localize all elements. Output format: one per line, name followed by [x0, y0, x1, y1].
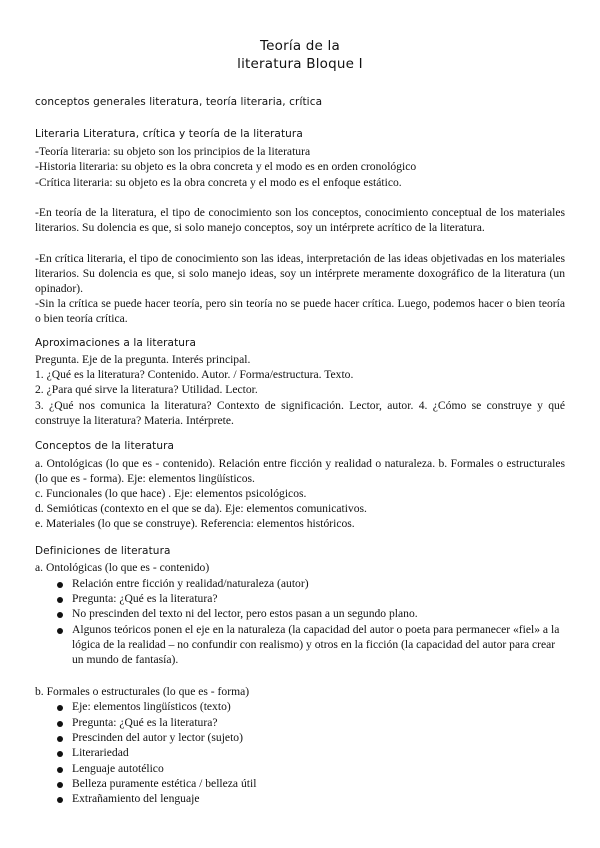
aprox-line-2: 2. ¿Para qué sirve la literatura? Utilidad. Lector. — [35, 383, 258, 396]
bullet-dot — [57, 582, 63, 588]
paragraph-sin-critica: -Sin la crítica se puede hacer teoría, pero sin teoría no se puede hacer crítica. Luego, podemos hacer o bien teoría o bien teoría crítica. — [35, 297, 565, 326]
bullet-dot — [57, 767, 63, 773]
bullet-dot — [57, 628, 63, 634]
def-b-item: Pregunta: ¿Qué es la literatura? — [72, 716, 218, 729]
def-b-title: b. Formales o estructurales (lo que es - forma) — [35, 685, 250, 698]
def-critica-literaria: -Crítica literaria: su objeto es la obra concreta y el modo es el enfoque estático. — [35, 176, 402, 189]
conceptos-paragraph-a-b: a. Ontológicas (lo que es - contenido). Relación entre ficción y realidad o naturaleza. b. Formales o estructurales (lo que es - forma). Eje: elementos lingüísticos. — [35, 457, 565, 486]
bullet-dot — [57, 612, 63, 618]
bullet-dot — [57, 736, 63, 742]
bullet-dot — [57, 751, 63, 757]
bullet-dot — [57, 782, 63, 788]
heading-definiciones: Definiciones de literatura — [35, 545, 171, 557]
def-a-item: Relación entre ficción y realidad/naturaleza (autor) — [72, 577, 309, 590]
heading-aproximaciones: Aproximaciones a la literatura — [35, 337, 197, 349]
heading-literaria: Literaria Literatura, crítica y teoría de la literatura — [35, 128, 303, 140]
heading-conceptos-generales: conceptos generales literatura, teoría literaria, crítica — [35, 96, 323, 108]
conceptos-line-c: c. Funcionales (lo que hace) . Eje: elementos psicológicos. — [35, 487, 307, 500]
def-a-title: a. Ontológicas (lo que es - contenido) — [35, 561, 210, 574]
doc-title-line-1: Teoría de la — [260, 38, 340, 54]
bullet-dot — [57, 705, 63, 711]
def-b-item: Lenguaje autotélico — [72, 762, 164, 775]
conceptos-line-d: d. Semióticas (contexto en el que se da). Eje: elementos comunicativos. — [35, 502, 367, 515]
paragraph-teoria: -En teoría de la literatura, el tipo de conocimiento son los conceptos, conocimiento conceptual de los materiales literarios. Su dolencia es que, si solo manejo conceptos, soy un intérprete acrítico de la literatura. — [35, 206, 565, 235]
paragraph-critica: -En crítica literaria, el tipo de conocimiento son las ideas, interpretación de las ideas objetivadas en los materiales literarios. Su dolencia es que, si solo manejo ideas, soy un intérprete meramente doxográfico de la literatura (un opinador). — [35, 252, 565, 296]
aprox-line-pregunta: Pregunta. Eje de la pregunta. Interés principal. — [35, 353, 251, 366]
def-historia-literaria: -Historia literaria: su objeto es la obra concreta y el modo es en orden cronológico — [35, 160, 417, 173]
aprox-line-1: 1. ¿Qué es la literatura? Contenido. Autor. / Forma/estructura. Texto. — [35, 368, 354, 381]
bullet-dot — [57, 721, 63, 727]
def-teoria-literaria: -Teoría literaria: su objeto son los principios de la literatura — [35, 145, 311, 158]
def-b-item: Prescinden del autor y lector (sujeto) — [72, 731, 243, 744]
def-b-item: Literariedad — [72, 746, 129, 759]
def-a-item: No prescinden del texto ni del lector, pero estos pasan a un segundo plano. — [72, 607, 418, 620]
def-b-item: Belleza puramente estética / belleza útil — [72, 777, 257, 790]
def-a-item: Algunos teóricos ponen el eje en la naturaleza (la capacidad del autor o poeta para permanecer «fiel» a la lógica de la realidad – no confundir con realismo) y otros en la ficción (la capacidad del autor para crear un mundo de fantasía). — [72, 623, 560, 667]
def-a-item: Pregunta: ¿Qué es la literatura? — [72, 592, 218, 605]
bullet-dot — [57, 597, 63, 603]
conceptos-line-e: e. Materiales (lo que se construye). Referencia: elementos históricos. — [35, 517, 355, 530]
heading-conceptos-literatura: Conceptos de la literatura — [35, 440, 175, 452]
aprox-paragraph-3-4: 3. ¿Qué nos comunica la literatura? Contexto de significación. Lector, autor. 4. ¿Cómo se construye y qué construye la literatura? Materia. Intérprete. — [35, 399, 565, 428]
bullet-dot — [57, 797, 63, 803]
doc-title-line-2: literatura Bloque I — [237, 56, 363, 72]
def-b-item: Eje: elementos lingüísticos (texto) — [72, 700, 231, 713]
def-b-item: Extrañamiento del lenguaje — [72, 792, 200, 805]
